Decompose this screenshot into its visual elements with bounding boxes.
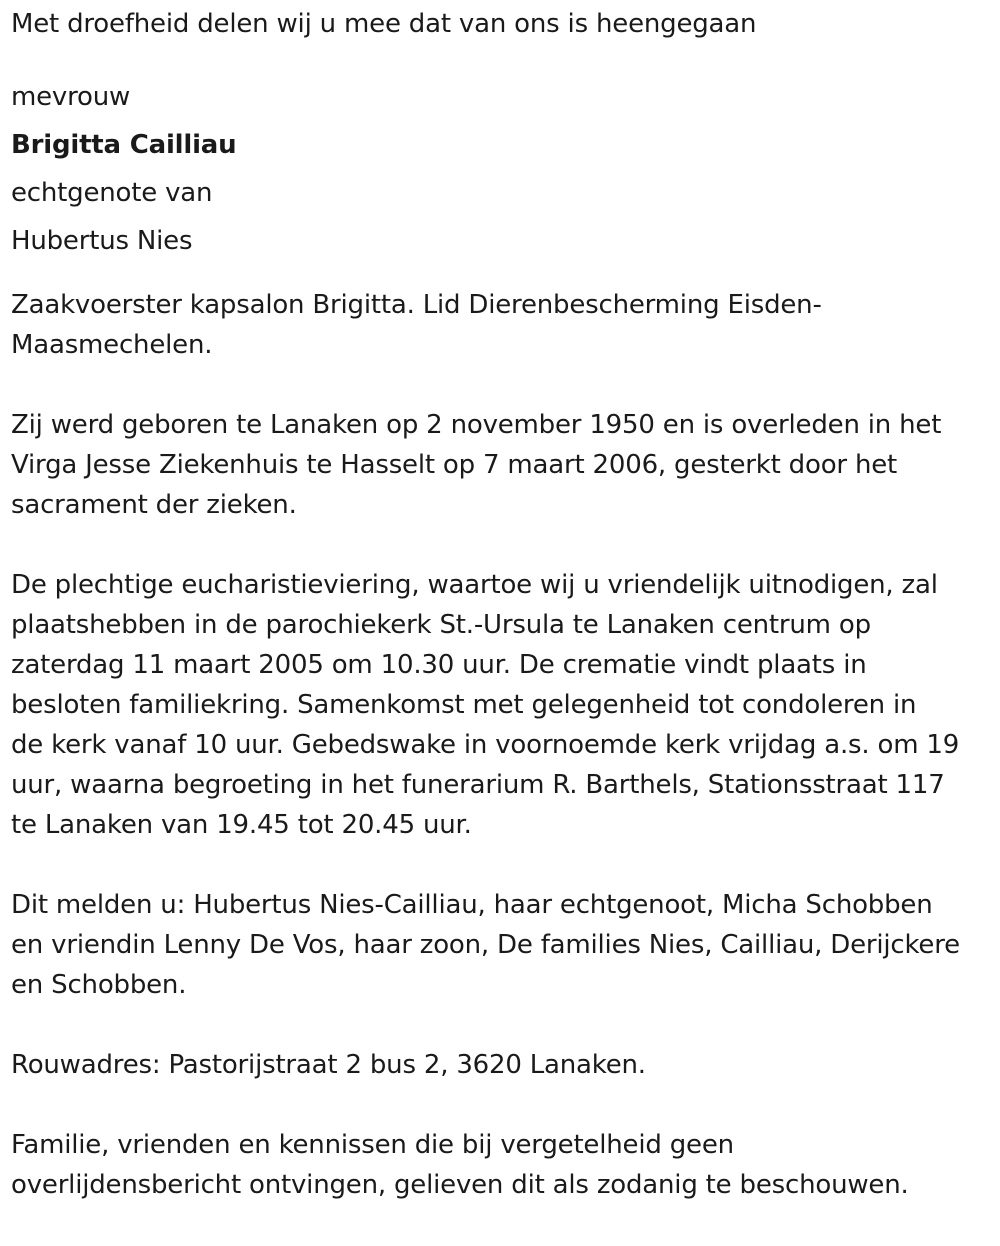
spacer <box>11 1005 991 1045</box>
occupation-paragraph <box>11 285 991 365</box>
mourning-address: Rouwadres: Pastorijstraat 2 bus 2, 3620 Lanaken. <box>11 1050 646 1080</box>
closing-paragraph <box>11 1125 991 1205</box>
spacer <box>11 1085 991 1125</box>
paragraph-line: de kerk vanaf 10 uur. Gebedswake in voornoemde kerk vrijdag a.s. om 19 <box>11 730 960 760</box>
intro-text: Met droefheid delen wij u mee dat van ons is heengegaan <box>11 9 757 39</box>
paragraph-line: uur, waarna begroeting in het funerarium R. Barthels, Stationsstraat 117 <box>11 770 945 800</box>
paragraph-line: plaatshebben in de parochiekerk St.-Ursula te Lanaken centrum op <box>11 610 871 640</box>
announcers-paragraph <box>11 885 991 1005</box>
paragraph-line: en Schobben. <box>11 970 187 1000</box>
paragraph-line: Maasmechelen. <box>11 330 213 360</box>
deceased-name: Brigitta Cailliau <box>11 130 237 160</box>
paragraph-line: besloten familiekring. Samenkomst met gelegenheid tot condoleren in <box>11 690 917 720</box>
paragraph-line: Virga Jesse Ziekenhuis te Hasselt op 7 maart 2006, gesterkt door het <box>11 450 898 480</box>
title-prefix: mevrouw <box>11 82 131 112</box>
spacer <box>11 365 991 405</box>
paragraph-line: zaterdag 11 maart 2005 om 10.30 uur. De crematie vindt plaats in <box>11 650 867 680</box>
death-notice <box>11 4 991 1205</box>
relation-text: echtgenote van <box>11 178 213 208</box>
spacer <box>11 44 991 73</box>
birth-death-paragraph <box>11 405 991 525</box>
spacer <box>11 525 991 565</box>
spacer <box>11 265 991 285</box>
paragraph-line: sacrament der zieken. <box>11 490 297 520</box>
paragraph-line: te Lanaken van 19.45 tot 20.45 uur. <box>11 810 472 840</box>
paragraph-line: en vriendin Lenny De Vos, haar zoon, De families Nies, Cailliau, Derijckere <box>11 930 960 960</box>
ceremony-paragraph <box>11 565 991 845</box>
paragraph-line: Familie, vrienden en kennissen die bij vergetelheid geen <box>11 1130 734 1160</box>
spacer <box>11 845 991 885</box>
paragraph-line: De plechtige eucharistieviering, waartoe wij u vriendelijk uitnodigen, zal <box>11 570 938 600</box>
paragraph-line: Dit melden u: Hubertus Nies-Cailliau, haar echtgenoot, Micha Schobben <box>11 890 933 920</box>
spouse-name: Hubertus Nies <box>11 226 193 256</box>
paragraph-line: Zij werd geboren te Lanaken op 2 november 1950 en is overleden in het <box>11 410 942 440</box>
paragraph-line: overlijdensbericht ontvingen, gelieven dit als zodanig te beschouwen. <box>11 1170 909 1200</box>
paragraph-line: Zaakvoerster kapsalon Brigitta. Lid Dierenbescherming Eisden- <box>11 290 822 320</box>
